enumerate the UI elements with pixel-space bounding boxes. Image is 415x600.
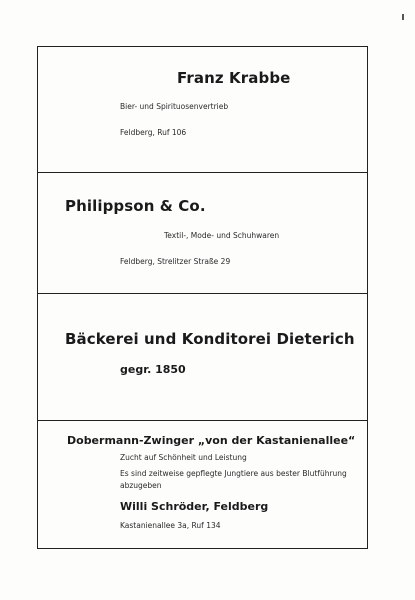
ad-title: Philippson & Co. <box>65 197 206 215</box>
ad-address: Feldberg, Strelitzer Straße 29 <box>120 257 231 266</box>
ad-baeckerei-dieterich <box>38 293 367 421</box>
ad-address: Kastanienallee 3a, Ruf 134 <box>120 521 221 530</box>
ad-line: abzugeben <box>120 481 162 490</box>
advertisement-page <box>37 46 368 549</box>
ad-owner: Willi Schröder, Feldberg <box>120 500 269 513</box>
ad-founded: gegr. 1850 <box>120 363 186 376</box>
ad-business: Textil-, Mode- und Schuhwaren <box>164 231 280 240</box>
ad-line: Zucht auf Schönheit und Leistung <box>120 453 247 462</box>
ad-title: Bäckerei und Konditorei Dieterich <box>65 330 355 348</box>
ad-business: Bier- und Spirituosenvertrieb <box>120 102 229 111</box>
ad-franz-krabbe <box>38 47 367 173</box>
ad-title: Franz Krabbe <box>177 69 291 87</box>
page-corner-mark <box>402 14 404 20</box>
ad-address: Feldberg, Ruf 106 <box>120 128 187 137</box>
ad-line: Es sind zeitweise gepflegte Jungtiere aus bester Blutführung <box>120 469 347 478</box>
ad-title: Dobermann-Zwinger „von der Kastanienallee“ <box>67 434 356 447</box>
ad-dobermann-zwinger <box>38 420 367 550</box>
ad-philippson <box>38 172 367 294</box>
